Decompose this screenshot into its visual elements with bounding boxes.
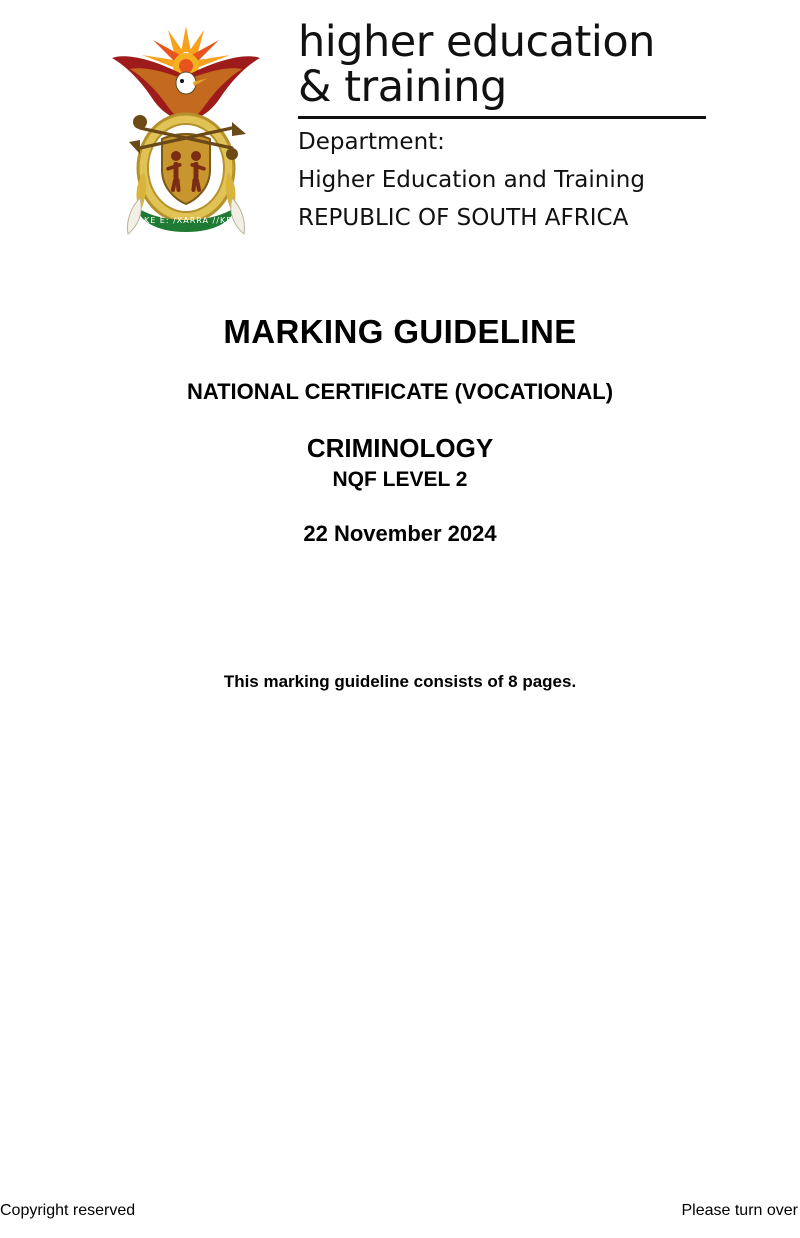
document-header <box>0 14 800 244</box>
title-block <box>0 312 800 548</box>
department-line2: & training <box>298 62 507 112</box>
wordmark-divider <box>298 116 706 119</box>
pages-note: This marking guideline consists of 8 pages. <box>223 672 577 691</box>
svg-text:!KE E: /XARRA //KE: !KE E: /XARRA //KE <box>139 216 233 225</box>
footer-turn-over: Please turn over <box>681 1202 798 1219</box>
page-footer <box>0 1202 800 1224</box>
country-name: REPUBLIC OF SOUTH AFRICA <box>298 205 629 231</box>
department-label: Department: <box>298 129 445 155</box>
nqf-level: NQF LEVEL 2 <box>332 468 468 491</box>
page-title: MARKING GUIDELINE <box>223 313 577 350</box>
exam-date: 22 November 2024 <box>303 521 497 546</box>
department-wordmark <box>298 17 718 233</box>
department-name: Higher Education and Training <box>298 167 645 193</box>
south-african-coat-of-arms-icon <box>96 22 276 244</box>
department-line1: higher education <box>298 17 655 67</box>
footer-copyright: Copyright reserved <box>0 1202 136 1219</box>
certificate-line: NATIONAL CERTIFICATE (VOCATIONAL) <box>186 379 614 404</box>
subject-name: CRIMINOLOGY <box>306 433 494 463</box>
